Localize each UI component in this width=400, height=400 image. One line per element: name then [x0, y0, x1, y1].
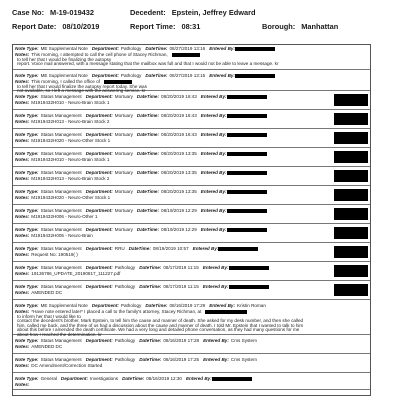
note-type-value: ME Supplemental Note [40, 46, 88, 51]
note-header-line [15, 189, 267, 194]
note-type-label: Note Type: [15, 246, 39, 251]
case-no-label: Case No: [12, 8, 45, 17]
notes-line [15, 344, 66, 349]
datetime-label: DateTime: [128, 246, 151, 251]
note-record [13, 93, 370, 110]
notes-line [15, 290, 66, 295]
datetime-value: 08/16/2019 17:25 [163, 357, 200, 362]
redaction-block [334, 284, 368, 296]
department-value: Mortuary [114, 227, 133, 232]
note-type-value: Status Management [40, 189, 82, 194]
note-type-value: Status Management [40, 246, 82, 251]
note-record [13, 131, 370, 148]
redaction-box [235, 47, 275, 52]
note-type-value: Status Management [40, 132, 82, 137]
decedent-field [130, 8, 256, 17]
note-type-label: Note Type: [15, 151, 39, 156]
notes-line [15, 157, 113, 162]
notes-text: about how I reached the determination. kr [17, 332, 102, 337]
datetime-label: DateTime: [136, 170, 160, 175]
redaction-box [227, 228, 267, 233]
datetime-label: DateTime: [139, 265, 162, 270]
notes-log-table [12, 44, 371, 396]
note-type-label: Note Type: [15, 227, 39, 232]
datetime-label: DateTime: [136, 151, 160, 156]
datetime-label: DateTime: [145, 303, 168, 308]
department-value: Mortuary [114, 189, 133, 194]
note-record [13, 245, 370, 262]
decedent-label: Decedent: [130, 8, 166, 17]
department-label: Department: [85, 357, 113, 362]
notes-label: Notes: [15, 195, 30, 200]
note-type-label: Note Type: [15, 357, 39, 362]
note-record [13, 169, 370, 186]
redaction-box [229, 285, 269, 290]
datetime-label: DateTime: [122, 376, 145, 381]
datetime-label: DateTime: [139, 357, 162, 362]
note-type-label: Note Type: [15, 94, 39, 99]
datetime-value: 08/16/2019 17:28 [163, 338, 200, 343]
datetime-label: DateTime: [145, 46, 168, 51]
note-record [13, 150, 370, 167]
note-header-line [15, 46, 275, 51]
datetime-label: DateTime: [139, 284, 162, 289]
datetime-label: DateTime: [136, 94, 160, 99]
notes-text: M1919432H005 - Neuro-Brain [31, 233, 93, 238]
department-label: Department: [85, 265, 113, 270]
note-header-line [15, 265, 269, 270]
department-value: Mortuary [114, 113, 133, 118]
department-label: Department: [85, 113, 113, 118]
note-type-label: Note Type: [15, 132, 39, 137]
note-record [13, 207, 370, 224]
note-type-label: Note Type: [15, 284, 39, 289]
report-time-value: 08:31 [181, 22, 201, 31]
datetime-value: 08/20/2019 13:35 [161, 151, 197, 156]
notes-text: *Have note entered later* I placed a call to the family's attorney, Stacey Richman, at [31, 309, 202, 314]
note-header-line [15, 227, 267, 232]
note-header-line [15, 376, 252, 381]
department-value: Investigations [89, 376, 119, 381]
notes-text: This morning, I called the office of [31, 79, 100, 84]
redaction-block [334, 113, 368, 125]
department-label: Department: [91, 303, 119, 308]
notes-text: M1919432H010 - Neuro-Brain Stock 1 [31, 100, 110, 105]
entered-by-value: Kristin Roman [237, 303, 266, 308]
report-time-label: Report Time: [130, 22, 176, 31]
borough-label: Borough: [262, 22, 296, 31]
datetime-label: DateTime: [136, 113, 160, 118]
note-record [13, 112, 370, 129]
note-record [13, 226, 370, 243]
datetime-value: 08/19/2019 12:29 [161, 208, 197, 213]
redaction-box [227, 190, 267, 195]
notes-label: Notes: [15, 100, 30, 105]
notes-text: contact the decedent's brother, Mark Epstein, to tell him the cause and manner of death. She asked for my desk number, and then she called [17, 318, 304, 324]
notes-text: M1919432H006 - Neuro-Other 1 [31, 214, 98, 219]
datetime-value: 08/27/2019 13:15 [169, 73, 206, 78]
department-label: Department: [85, 208, 113, 213]
entered-by-label: Entered By: [200, 189, 227, 194]
note-type-value: Status Management [40, 227, 82, 232]
notes-label: Notes: [15, 290, 30, 295]
notes-label: Notes: [15, 79, 30, 84]
department-label: Department: [91, 46, 119, 51]
redaction-block [334, 132, 368, 144]
notes-line [15, 195, 114, 200]
redaction-block [334, 208, 368, 220]
entered-by-label: Entered By: [209, 73, 236, 78]
note-record [13, 356, 370, 373]
datetime-value: 08/16/2019 12:30 [146, 376, 182, 381]
datetime-value: 08/20/2019 13:35 [161, 170, 197, 175]
note-type-value: Status Management [40, 284, 82, 289]
redaction-box [227, 95, 267, 100]
note-type-label: Note Type: [15, 73, 39, 78]
department-value: Pathology [120, 46, 142, 51]
datetime-value: 08/20/2019 13:35 [161, 189, 197, 194]
entered-by-label: Entered By: [209, 46, 236, 51]
notes-label: Notes: [15, 157, 30, 162]
note-header-line [15, 94, 267, 99]
department-label: Department: [85, 151, 113, 156]
department-value: Mortuary [114, 208, 133, 213]
note-header-line [15, 284, 269, 289]
department-label: Department: [85, 94, 113, 99]
datetime-label: DateTime: [136, 189, 160, 194]
department-value: Mortuary [114, 151, 133, 156]
note-header-line [15, 303, 270, 308]
redaction-block [334, 170, 368, 182]
case-no-field [12, 8, 94, 17]
note-type-label: Note Type: [15, 338, 39, 343]
notes-text: about this before I amended the death certificate. We had a very long and detailed phone conversation, as they had many questions for me [17, 327, 300, 333]
notes-text: M1919432H013 - Neuro-Brain Stock 2 [31, 176, 110, 181]
redaction-block [334, 246, 368, 258]
notes-line [15, 100, 113, 105]
notes-text: report. Voice mail answered, with a message stating that the mailbox was full and that I would not be able to leave a message. kr [17, 61, 279, 67]
redaction-box [172, 53, 200, 58]
department-label: Department: [60, 376, 88, 381]
note-type-label: Note Type: [15, 189, 39, 194]
note-type-value: Status Management [40, 113, 82, 118]
redaction-box [227, 171, 267, 176]
notes-text: M1919432H013 - Neuro-Brain Stock 2 [31, 119, 110, 124]
note-record [13, 264, 370, 281]
note-type-value: Status Management [40, 338, 82, 343]
note-header-line [15, 151, 267, 156]
notes-label: Notes: [15, 233, 30, 238]
case-no-value: M-19-019432 [50, 8, 95, 17]
notes-label: Notes: [15, 344, 30, 349]
note-type-value: Status Management [40, 265, 82, 270]
entered-by-label: Entered By: [209, 303, 236, 308]
report-time-field [130, 22, 200, 31]
notes-line [15, 382, 35, 387]
entered-by-label: Entered By: [200, 151, 227, 156]
note-header-line [15, 208, 267, 213]
redaction-box [229, 266, 269, 271]
department-label: Department: [91, 73, 119, 78]
notes-text: M1919432H020 - Neuro-Other Stock 1 [31, 138, 111, 143]
note-type-label: Note Type: [15, 303, 39, 308]
department-label: Department: [85, 170, 113, 175]
note-type-label: Note Type: [15, 376, 39, 381]
datetime-label: DateTime: [136, 132, 160, 137]
entered-by-label: Entered By: [200, 170, 227, 175]
notes-line [15, 363, 106, 368]
notes-text: to tell her that I would be finalizing the autopsy [17, 56, 112, 62]
department-label: Department: [85, 338, 113, 343]
notes-line [15, 176, 113, 181]
notes-label: Notes: [15, 138, 30, 143]
notes-text: Request No: 190519( ) [31, 252, 78, 257]
notes-label: Notes: [15, 309, 30, 314]
entered-by-label: Entered By: [202, 265, 229, 270]
entered-by-label: Entered By: [185, 376, 212, 381]
note-type-label: Note Type: [15, 208, 39, 213]
notes-line [15, 252, 82, 257]
note-type-value: ME Supplemental Note [40, 303, 88, 308]
note-type-label: Note Type: [15, 113, 39, 118]
entered-by-value: Cms System [230, 338, 257, 343]
redaction-block [334, 265, 368, 277]
datetime-label: DateTime: [136, 227, 160, 232]
note-type-value: Status Management [40, 94, 82, 99]
notes-label: Notes: [15, 271, 30, 276]
department-label: Department: [85, 132, 113, 137]
department-label: Department: [85, 246, 113, 251]
report-date-label: Report Date: [12, 22, 57, 31]
notes-line [15, 233, 97, 238]
department-label: Department: [85, 227, 113, 232]
redaction-box [235, 74, 275, 79]
notes-label: Notes: [15, 382, 30, 387]
notes-text: to tell her that I would finalize the autopsy report today. She was [17, 83, 147, 89]
notes-label: Notes: [15, 214, 30, 219]
note-record [13, 337, 370, 354]
note-record [13, 188, 370, 205]
note-header-line [15, 170, 267, 175]
note-header-line [15, 73, 275, 78]
entered-by-label: Entered By: [202, 284, 229, 289]
report-date-field [12, 22, 99, 31]
redaction-box [218, 247, 258, 252]
entered-by-label: Entered By: [200, 94, 227, 99]
entered-by-label: Entered By: [200, 227, 227, 232]
redaction-box [212, 377, 252, 382]
department-value: Pathology [114, 284, 136, 289]
department-value: Pathology [120, 303, 142, 308]
entered-by-label: Entered By: [200, 113, 227, 118]
borough-field [262, 22, 338, 31]
department-value: Mortuary [114, 132, 133, 137]
datetime-value: 08/19/2019 10:57 [152, 246, 189, 251]
notes-label: Notes: [15, 252, 30, 257]
notes-label: Notes: [15, 119, 30, 124]
datetime-value: 08/20/2019 16:43 [161, 94, 197, 99]
note-type-value: General [40, 376, 57, 381]
datetime-value: 08/20/2019 16:43 [161, 113, 197, 118]
notes-label: Notes: [15, 363, 30, 368]
department-value: RRU [114, 246, 125, 251]
department-value: Mortuary [114, 94, 133, 99]
note-record [13, 72, 370, 94]
notes-text: DC Amendment/Correction Started [31, 363, 103, 368]
note-record [13, 45, 370, 70]
datetime-value: 08/16/2019 17:29 [169, 303, 206, 308]
notes-line [15, 61, 282, 66]
note-record [13, 375, 370, 390]
department-value: Pathology [114, 338, 136, 343]
note-type-value: ME Supplemental Note [40, 73, 88, 78]
department-value: Pathology [114, 357, 136, 362]
note-type-label: Note Type: [15, 265, 39, 270]
redaction-box [205, 310, 247, 315]
datetime-value: 08/19/2019 12:29 [161, 227, 197, 232]
note-header-line [15, 338, 261, 343]
department-value: Mortuary [114, 170, 133, 175]
note-type-label: Note Type: [15, 170, 39, 175]
datetime-label: DateTime: [145, 73, 168, 78]
department-label: Department: [85, 284, 113, 289]
redaction-box [227, 152, 267, 157]
decedent-value: Epstein, Jeffrey Edward [171, 8, 256, 17]
entered-by-label: Entered By: [200, 208, 227, 213]
note-type-value: Status Management [40, 170, 82, 175]
notes-text: AMENDED DC [31, 344, 63, 349]
note-header-line [15, 246, 258, 251]
borough-value: Manhattan [301, 22, 339, 31]
redaction-box [227, 209, 267, 214]
redaction-block [334, 94, 368, 106]
notes-text: AMENDED DC [31, 290, 63, 295]
notes-line [15, 271, 124, 276]
notes-text: This morning, I attempted to call the cell phone of Stacey Richman, [31, 52, 168, 57]
notes-line [15, 119, 113, 124]
note-type-value: Status Management [40, 357, 82, 362]
notes-text: him, called me back, and the three of us had a discussion about the cause and manner of death. I told Mr. Epstein that I wanted to talk to him [17, 322, 304, 328]
notes-label: Notes: [15, 52, 30, 57]
datetime-value: 08/17/2019 11:15 [163, 284, 199, 289]
datetime-value: 08/17/2019 11:15 [163, 265, 199, 270]
redaction-box [227, 133, 267, 138]
notes-line [15, 138, 114, 143]
notes-text: 19136786_UPDATE_20190817_111227.pdf [31, 271, 121, 276]
redaction-box [227, 114, 267, 119]
notes-text: M1919432H020 - Neuro-Other Stock 1 [31, 195, 111, 200]
redaction-block [334, 189, 368, 201]
notes-text: M1919432H010 - Neuro-Brain Stock 1 [31, 157, 110, 162]
redaction-block [334, 227, 368, 239]
notes-line [15, 214, 101, 219]
note-record [13, 302, 370, 335]
department-value: Pathology [114, 265, 136, 270]
note-type-value: Status Management [40, 208, 82, 213]
note-header-line [15, 113, 267, 118]
note-record [13, 283, 370, 300]
redaction-block [334, 151, 368, 163]
entered-by-value: Cms System [230, 357, 257, 362]
notes-text: to inform her that I would like to [17, 313, 81, 319]
note-header-line [15, 357, 261, 362]
datetime-label: DateTime: [139, 338, 162, 343]
datetime-label: DateTime: [136, 208, 160, 213]
department-label: Department: [85, 189, 113, 194]
entered-by-label: Entered By: [203, 357, 229, 362]
report-date-value: 08/10/2019 [62, 22, 100, 31]
entered-by-label: Entered By: [203, 338, 229, 343]
entered-by-label: Entered By: [200, 132, 227, 137]
datetime-value: 08/27/2019 13:16 [169, 46, 206, 51]
note-type-label: Note Type: [15, 46, 39, 51]
note-type-value: Status Management [40, 151, 82, 156]
notes-text: not available, so I left a message with the answering service. kr [17, 88, 146, 94]
department-value: Pathology [120, 73, 142, 78]
note-header-line [15, 132, 267, 137]
entered-by-label: Entered By: [192, 246, 219, 251]
datetime-value: 08/20/2019 16:43 [161, 132, 197, 137]
notes-label: Notes: [15, 176, 30, 181]
